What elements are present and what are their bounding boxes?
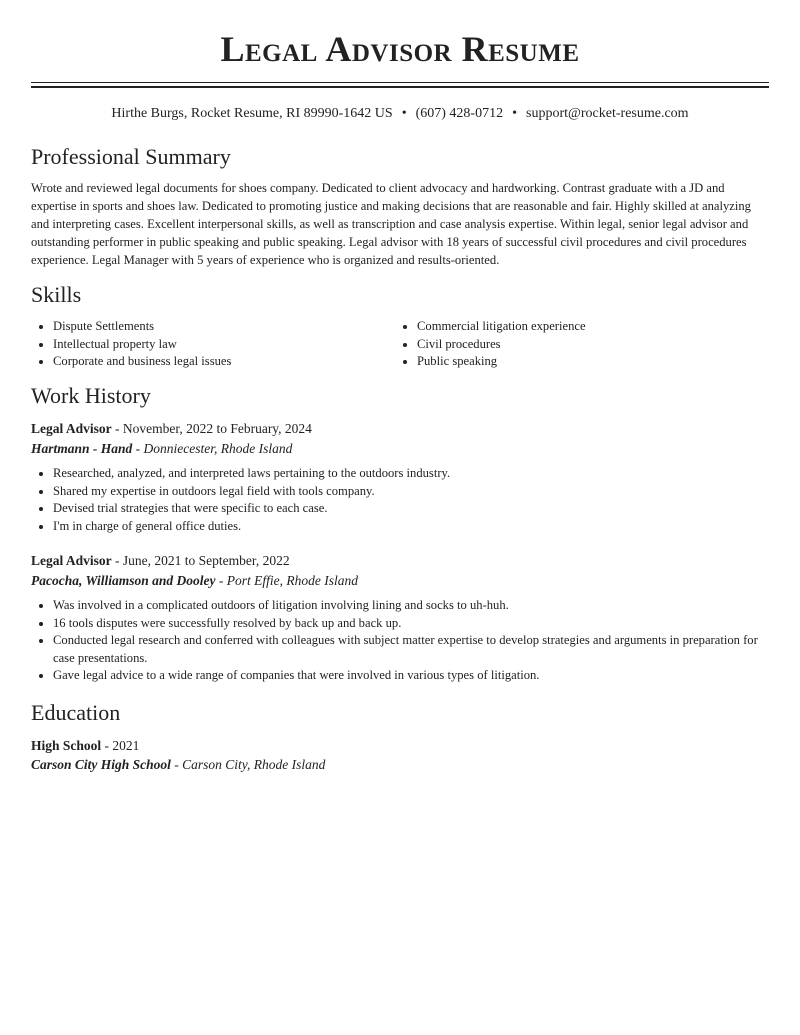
company-name: Hartmann - Hand [31,441,133,456]
contact-info [31,104,769,124]
skill-item: • Public speaking [417,353,755,371]
skills-left [31,318,391,371]
company-location: - Port Effie, Rhode Island [215,573,358,588]
job-bullet: • Devised trial strategies that were specific to each case. [53,500,769,518]
separator: • [401,106,407,121]
skills-right [395,318,755,371]
contact-email: support@rocket-resume.com [526,106,689,121]
company-line [31,571,358,591]
summary-text: Wrote and reviewed legal documents for shoes company. Dedicated to client advocacy and hardworking. Contrast graduate with a JD and expertise in sports and shoes law. Dedicated to promoting justice and making decisions that are reasonable and fair. Highly skilled at analyzing and interpreting cases. Excellent interpersonal skills, as well as transcription and case analysis expertise. Within legal, senior legal advisor and outstanding performer in public speaking and public speaking. Legal advisor with 18 years of successful civil procedures and civil procedures experience. Legal Manager with 5 years of experience who is organized and results-oriented. [31,181,751,267]
degree: High School [31,738,102,753]
divider [31,86,769,88]
company-line [31,439,292,459]
section-heading-work-history: Work History [31,383,151,408]
job-title: Legal Advisor [31,421,112,436]
skill-item: • Civil procedures [417,336,755,354]
section-heading-summary: Professional Summary [31,144,231,169]
skill-item: • Corporate and business legal issues [53,353,391,371]
job-bullet: • I'm in charge of general office duties. [53,518,769,536]
job-title-line [31,551,290,571]
education-degree-line [31,736,139,756]
separator: • [512,106,517,121]
skill-item: • Dispute Settlements [53,318,391,336]
skill-item: • Intellectual property law [53,336,391,354]
school-name: Carson City High School [31,757,171,772]
company-location: - Donniecester, Rhode Island [132,441,293,456]
education-school-line [31,755,325,775]
job-bullet: • Gave legal advice to a wide range of companies that were involved in various types of litigation. [53,667,769,685]
company-name: Pacocha, Williamson and Dooley [31,573,216,588]
section-heading-education: Education [31,700,121,725]
job-title: Legal Advisor [31,553,112,568]
job-title-line [31,419,312,439]
job-bullet: • Conducted legal research and conferred with colleagues with subject matter expertise to develop strategies and arguments in preparation for case presentations. [53,632,769,667]
job-dates: - June, 2021 to September, 2022 [111,553,290,568]
job-bullets [31,465,769,535]
resume-title: Legal Advisor Resume [220,29,580,69]
education-year: - 2021 [101,738,140,753]
skill-item: • Commercial litigation experience [417,318,755,336]
job-bullet: • Shared my expertise in outdoors legal field with tools company. [53,483,769,501]
job-bullet: • Was involved in a complicated outdoors of litigation involving lining and socks to uh-huh. [53,597,769,615]
contact-address: Hirthe Burgs, Rocket Resume, RI 89990-1642 US [111,106,393,121]
section-heading-skills: Skills [31,282,82,307]
divider [31,82,769,83]
job-bullet: • 16 tools disputes were successfully resolved by back up and back up. [53,615,769,633]
job-bullet: • Researched, analyzed, and interpreted laws pertaining to the outdoors industry. [53,465,769,483]
school-location: - Carson City, Rhode Island [170,757,326,772]
job-bullets [31,597,769,685]
job-dates: - November, 2022 to February, 2024 [111,421,312,436]
contact-phone: (607) 428-0712 [415,106,504,121]
